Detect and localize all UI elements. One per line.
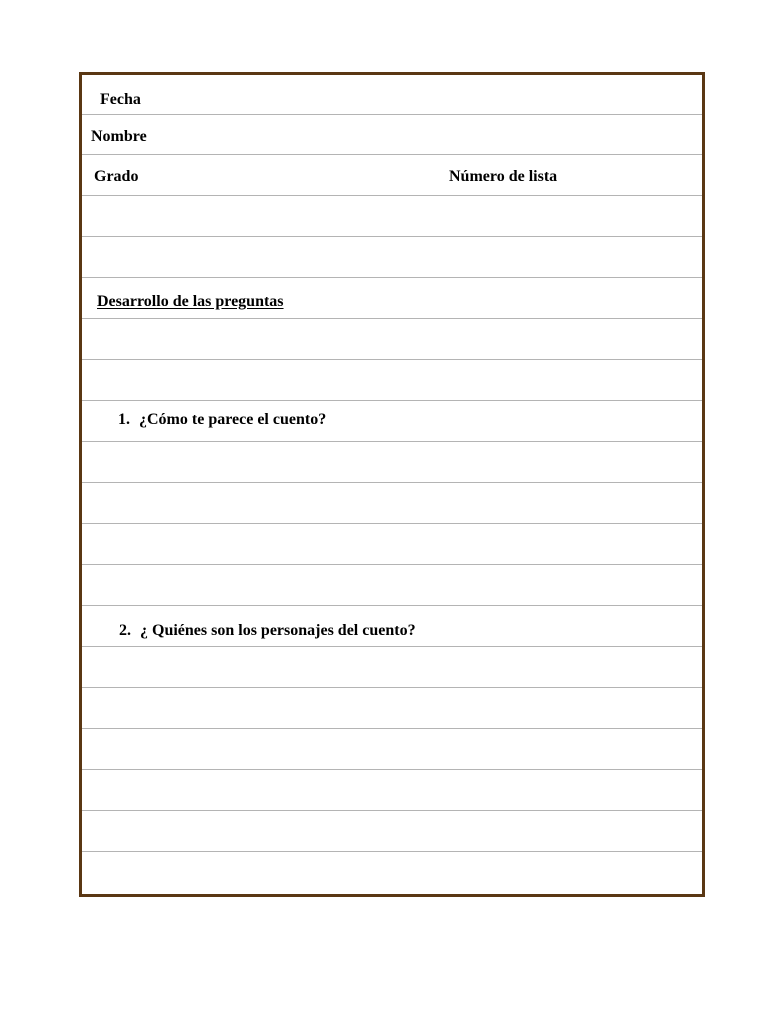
rule-line <box>82 400 702 401</box>
rule-line <box>82 482 702 483</box>
rule-line <box>82 195 702 196</box>
rule-line <box>82 114 702 115</box>
rule-line <box>82 851 702 852</box>
rule-line <box>82 687 702 688</box>
rule-line <box>82 646 702 647</box>
nombre-label: Nombre <box>91 128 147 145</box>
section-title: Desarrollo de las preguntas <box>97 293 284 310</box>
question-number: 1. <box>118 411 130 428</box>
rule-line <box>82 359 702 360</box>
question-text: ¿ Quiénes son los personajes del cuento? <box>140 622 416 639</box>
rule-line <box>82 769 702 770</box>
fecha-label: Fecha <box>100 91 141 108</box>
rule-line <box>82 441 702 442</box>
question-2 <box>119 622 416 640</box>
rule-line <box>82 564 702 565</box>
question-text: ¿Cómo te parece el cuento? <box>139 411 327 428</box>
rule-line <box>82 810 702 811</box>
rule-line <box>82 277 702 278</box>
worksheet-frame <box>79 72 705 897</box>
question-1 <box>118 411 326 429</box>
grado-label: Grado <box>94 168 139 185</box>
rule-line <box>82 318 702 319</box>
rule-line <box>82 728 702 729</box>
rule-line <box>82 605 702 606</box>
rule-line <box>82 523 702 524</box>
rule-line <box>82 154 702 155</box>
rule-line <box>82 236 702 237</box>
numero-lista-label: Número de lista <box>449 168 558 185</box>
question-number: 2. <box>119 622 131 639</box>
